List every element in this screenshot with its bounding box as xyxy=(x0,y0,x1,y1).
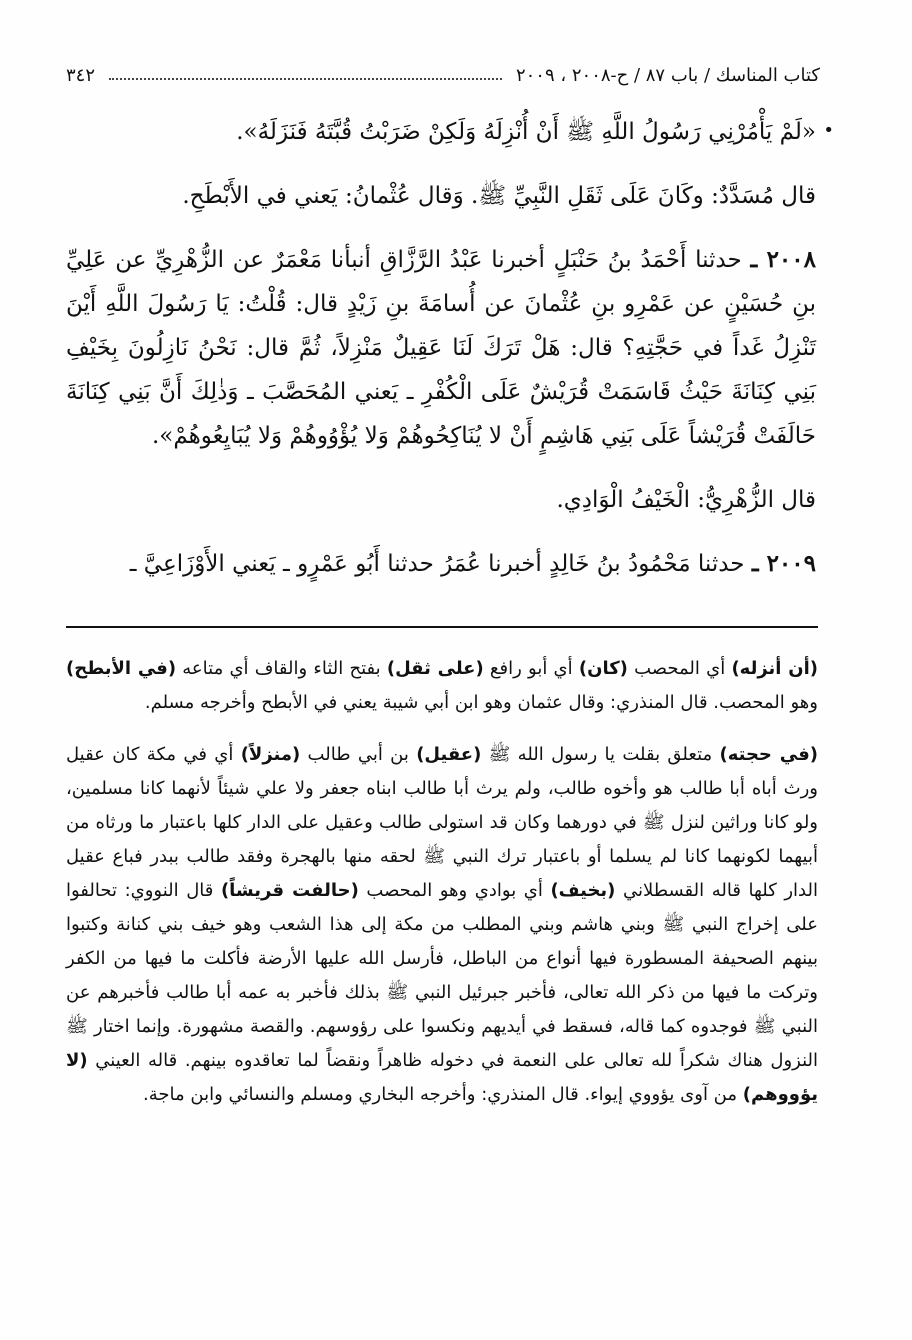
commentary-text: بن أبي طالب xyxy=(300,744,417,765)
commentary-keyword: (في حجته) xyxy=(719,744,818,765)
page-number: ٣٤٢ xyxy=(66,64,96,86)
hadith-text xyxy=(66,110,816,606)
hadith-2009 xyxy=(66,542,816,586)
commentary-keyword: (في الأبطح) xyxy=(66,658,177,679)
hadith-body: حدثنا مَحْمُودُ بنُ خَالِدٍ أخبرنا عُمَرُ حدثنا أَبُو عَمْرٍو ـ يَعني الأَوْزَاعِيَّ ـ xyxy=(129,551,745,577)
commentary-section xyxy=(66,652,818,1130)
commentary-text: أي في مكة كان عقيل ورث أباه أبا طالب هو وأخوه طالب، ولم يرث أبا طالب ابناه جعفر ولا علي شيئاً لأنهما كانا مسلمين، ولو كانا وراثين لنزل ﷺ في دورهما وكان قد استولى طالب وعقيل على الدار كلها باعتبار ما ورثاه من أبيهما لكونهما كانا لم يسلما أو باعتبار ترك النبي ﷺ لحقه منها بالهجرة وفقد طالب ببدر فباع عقيل الدار كلها قاله القسطلاني xyxy=(66,744,818,901)
commentary-text: بفتح الثاء والقاف أي متاعه xyxy=(176,658,387,679)
running-header xyxy=(66,60,820,90)
hadith-paragraph: قال مُسَدَّدٌ: وكَانَ عَلَى ثَقَلِ النَّبِيِّ ﷺ. وَقال عُثْمانُ: يَعني في الأَبْطَحِ. xyxy=(182,183,816,209)
hadith-paragraph: «لَمْ يَأْمُرْنِي رَسُولُ اللَّهِ ﷺ أَنْ أُنْزِلَهُ وَلَكِنْ ضَرَبْتُ قُبَّتَهُ فَنَزَلَهُ». xyxy=(236,119,816,145)
commentary-keyword: (على ثقل) xyxy=(386,658,484,679)
hadith-2008 xyxy=(66,238,816,458)
commentary-keyword: (كان) xyxy=(578,658,628,679)
book-section-title: كتاب المناسك / باب ٨٧ / ح-٢٠٠٨ ، ٢٠٠٩ xyxy=(515,64,820,86)
margin-dot-icon: • xyxy=(823,120,834,141)
commentary-paragraph xyxy=(66,652,818,720)
commentary-keyword: (حالفت قريشاً) xyxy=(220,880,359,901)
footnote-divider xyxy=(66,626,818,628)
commentary-text: وهو المحصب. قال المنذري: وقال عثمان وهو ابن أبي شيبة يعني في الأبطح وأخرجه مسلم. xyxy=(144,692,818,713)
commentary-text: أي أبو رافع xyxy=(483,658,579,679)
hadith-paragraph: قال الزُّهْرِيُّ: الْخَيْفُ الْوَادِي. xyxy=(556,487,816,513)
commentary-keyword: (أن أنزله) xyxy=(731,658,819,679)
commentary-text: من آوى يؤووي إيواء. قال المنذري: وأخرجه البخاري ومسلم والنسائي وابن ماجة. xyxy=(143,1084,743,1105)
commentary-keyword: (لا يؤووهم) xyxy=(66,1050,818,1105)
commentary-keyword: (بخيف) xyxy=(550,880,616,901)
commentary-text: قال النووي: تحالفوا على إخراج النبي ﷺ وبني هاشم وبني المطلب من مكة إلى هذا الشعب وهو خيف بني كنانة وكتبوا بينهم الصحيفة المسطورة فيها أنواع من الباطل، فأرسل الله عليها الأرضة فأكلت ما فيها من الكفر وتركت ما فيها من ذكر الله تعالى، فأخبر جبرئيل النبي ﷺ بذلك فأخبر به عمه أبا طالب فأخبرهم عن النبي ﷺ فوجدوه كما قاله، فسقط في أيديهم ونكسوا على رؤوسهم. والقصة مشهورة. وإنما اختار ﷺ النزول هناك شكراً لله تعالى على النعمة في دخوله ظاهراً ونقضاً لما تعاقدوه بينهم. قاله العيني xyxy=(66,880,818,1071)
hadith-number: ٢٠٠٩ ـ xyxy=(751,550,816,577)
commentary-keyword: (منزلاً) xyxy=(240,744,301,765)
commentary-text: أي المحصب xyxy=(627,658,732,679)
hadith-body: حدثنا أَحْمَدُ بنُ حَنْبَلٍ أخبرنا عَبْدُ الرَّزَّاقِ أنبأنا مَعْمَرٌ عن الزُّهْرِيِّ عن عَلِيِّ بنِ حُسَيْنٍ عن عَمْرِو بنِ عُثْمانَ عن أُسامَةَ بنِ زَيْدٍ قال: قُلْتُ: يَا رَسُولَ اللَّهِ أَيْنَ تَنْزِلُ غَداً في حَجَّتِهِ؟ قال: هَلْ تَرَكَ لَنَا عَقِيلٌ مَنْزِلاً، ثُمَّ قال: نَحْنُ نَازِلُونَ بِخَيْفِ بَنِي كِنَانَةَ حَيْثُ قَاسَمَتْ قُرَيْشٌ عَلَى الْكُفْرِ ـ يَعني المُحَصَّبَ ـ وَذٰلِكَ أَنَّ بَنِي كِنَانَةَ حَالَفَتْ قُرَيْشاً عَلَى بَنِي هَاشِمٍ أَنْ لا يُنَاكِحُوهُمْ وَلا يُؤْوُوهُمْ وَلا يُبَايِعُوهُمْ». xyxy=(66,247,816,449)
commentary-text: أي بوادي وهو المحصب xyxy=(358,880,551,901)
hadith-number: ٢٠٠٨ ـ xyxy=(750,246,816,273)
commentary-text: متعلق بقلت يا رسول الله ﷺ xyxy=(481,744,720,765)
commentary-paragraph xyxy=(66,738,818,1112)
commentary-keyword: (عقيل) xyxy=(416,744,482,765)
header-dotted-leader xyxy=(109,78,502,80)
